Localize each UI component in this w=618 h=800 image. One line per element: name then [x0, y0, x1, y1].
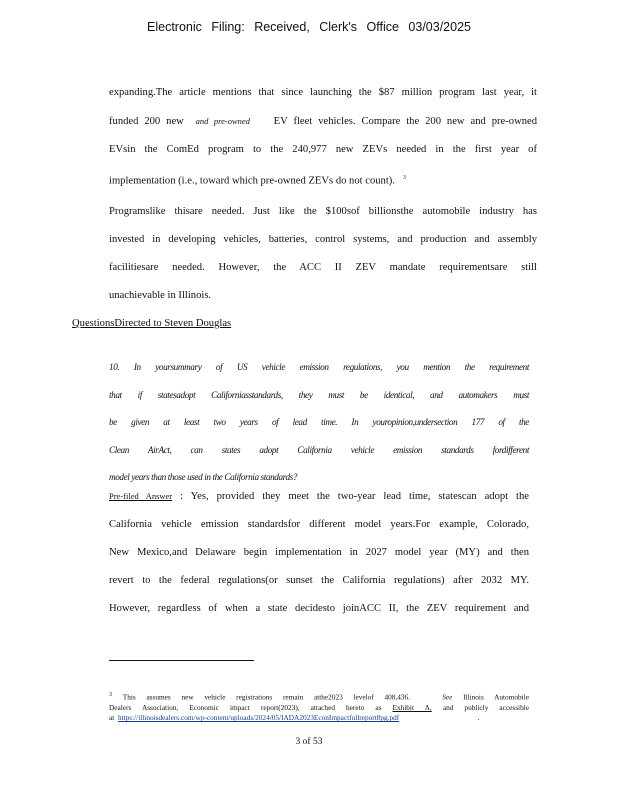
text-span: and publicly accessible [442, 702, 529, 712]
footnote-divider [109, 660, 254, 661]
question-line-1: 10. In yoursummary of US vehicle emission regulations, you mention the requirement [109, 362, 529, 372]
answer-line-4: revert to the federal regulations(or sunset the California regulations) after 2032 MY. [109, 575, 529, 586]
see-signal: See [442, 692, 453, 702]
footnote-line-2 [109, 703, 529, 714]
paragraph-1 [109, 79, 537, 196]
text-span: EV fleet vehicles. Compare the 200 new and pre-owned [273, 116, 538, 127]
question-line-4: Clean AirAct, can states adopt California vehicle emission standards fordifferent [109, 444, 529, 455]
footnote-reference[interactable]: 3 [402, 175, 406, 181]
text-span: This assumes new vehicle registrations remain atthe2023 levelof 408,436. [122, 692, 411, 702]
paragraph-1-line-2 [109, 107, 537, 136]
italic-phrase: and pre-owned [195, 116, 250, 126]
footnote-line-3 [109, 713, 529, 724]
text-span: at [109, 713, 115, 723]
paragraph-1-line-4 [109, 164, 537, 196]
answer-label: Pre-filed Answer [109, 491, 173, 501]
question-line-2: that if statesadopt Californiasstandards, they must be identical, and automakers must [109, 389, 529, 400]
paragraph-2-line-2: invested in developing vehicles, batteries, control systems, and production and assembly [109, 234, 537, 245]
paragraph-2-line-4: unachievable in Illinois. [109, 290, 212, 301]
text-span: : Yes, provided they meet the two-year lead time, statescan adopt the [180, 491, 530, 502]
question-10 [109, 354, 529, 492]
text-span: Dealers Association, Economic impact report(2023), attached hereto as [109, 702, 382, 712]
report-link[interactable]: https://illinoisdealers.com/wp-content/uploads/2024/05/IADA2023EconImpactfullreport8pg.pdf [117, 713, 400, 723]
answer-line-5: However, regardless of when a state decidesto joinACC II, the ZEV requirement and [109, 603, 529, 614]
section-heading: QuestionsDirected to Steven Douglas [72, 318, 232, 329]
text-span: . [477, 713, 480, 723]
question-line-5: model years than those used in the California standards? [109, 472, 298, 482]
question-line-3: be given at least two years of lead time. In youropinion,undersection 177 of the [109, 417, 529, 427]
footnote-number: 3 [109, 692, 112, 698]
paragraph-2-line-1: Programslike thisare needed. Just like the $100sof billionsthe automobile industry has [109, 206, 537, 217]
footnote-line-1 [109, 690, 529, 703]
paragraph-2 [109, 198, 537, 310]
text-span: Illinois Automobile [463, 692, 529, 702]
footnote-3 [109, 690, 529, 724]
filing-header: Electronic Filing: Received, Clerk's Office 03/03/2025 [147, 20, 471, 34]
paragraph-1-line-3: EVsin the ComEd program to the 240,977 new ZEVs needed in the first year of [109, 144, 537, 155]
answer-paragraph [109, 482, 529, 623]
text-span: implementation (i.e., toward which pre-owned ZEVs do not count). [109, 175, 395, 187]
answer-line-3: New Mexico,and Delaware begin implementation in 2027 model year (MY) and then [109, 547, 529, 558]
paragraph-2-line-3: facilitiesare needed. However, the ACC II ZEV mandate requirementsare still [109, 262, 537, 273]
answer-line-1 [109, 482, 529, 511]
answer-line-2: California vehicle emission standardsfor different model years.For example, Colorado, [109, 519, 529, 530]
page-number: 3 of 53 [295, 737, 323, 747]
text-span: funded 200 new [109, 116, 184, 127]
exhibit-reference[interactable]: Exhibit A, [392, 702, 432, 712]
paragraph-1-line-1: expanding.The article mentions that since launching the $87 million program last year, it [109, 87, 537, 98]
